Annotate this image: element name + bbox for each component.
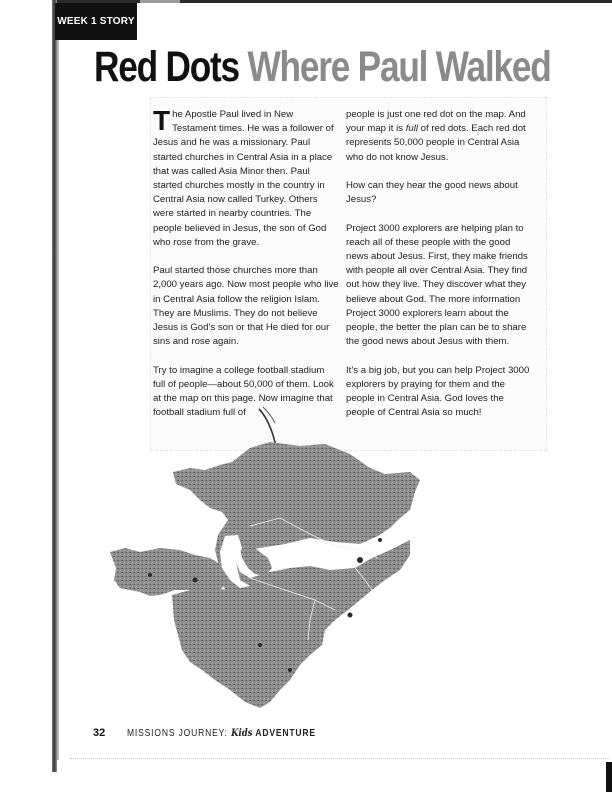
top-rule-highlight [140, 0, 180, 3]
page-number: 32 [93, 727, 106, 739]
magazine-name [127, 728, 316, 739]
story-paragraph: Try to imagine a college football stadium full of people—about 50,000 of them. Look at the map on this page. Now imagine that football stadium full of [153, 364, 334, 419]
text-run: of red dots. Each red dot represents 50,000 people in Central Asia who do not know Jesus. [346, 123, 526, 163]
map-icon [110, 440, 580, 720]
central-asia-map [110, 440, 580, 720]
magazine-kids-logo: Kids [231, 728, 253, 739]
title-dark-part: Red Dots [94, 43, 239, 91]
title-light-part: Where Paul Walked [247, 43, 551, 91]
map-region-turkey [110, 548, 230, 596]
magazine-prefix: MISSIONS JOURNEY: [127, 728, 232, 739]
story-paragraph-text: he Apostle Paul lived in New Testament times. He was a follower of Jesus and he was a missionary. Paul started churches in Central Asia in a place that was called Asia Minor then. Paul started churches mostly in the country in Central Asia now called Turkey. Others were started in nearby countries. The people believed in Jesus, the son of God who rose from the grave. [153, 109, 334, 248]
map-region-caucasus [240, 544, 272, 576]
story-left-column [153, 105, 339, 435]
bottom-rule [70, 758, 610, 760]
story-right-column [346, 108, 532, 435]
map-region-north [173, 442, 420, 550]
section-tab-label: WEEK 1 STORY [57, 16, 135, 27]
map-dark-spot [258, 643, 262, 647]
story-paragraph: Project 3000 explorers are helping plan to reach all of these people with the good news about Jesus. First, they make friends with people all over Central Asia. They find out how they live. They discover what they believe about God. The more information Project 3000 explorers learn about the people, the better the plan can be to share the good news about Jesus with them. [346, 222, 528, 348]
map-dark-spot [193, 578, 198, 583]
map-dark-spot [148, 573, 152, 577]
story-paragraph [153, 105, 339, 250]
map-dark-spot [348, 613, 353, 618]
page-footer [93, 727, 349, 739]
map-dark-spot [288, 668, 292, 672]
map-dark-spot [378, 538, 382, 542]
page-spine-edge [57, 20, 59, 760]
crop-mark [606, 762, 612, 792]
story-paragraph: It’s a big job, but you can help Project 3000 explorers by praying for them and the people in Central Asia. God loves the people of Central Asia so much! [346, 364, 530, 419]
text-run: people is just one red dot on the map. And your map it is [346, 109, 526, 135]
story-paragraph: How can they hear the good news about Jesus? [346, 180, 518, 206]
map-dark-spot [357, 557, 363, 563]
magazine-suffix: ADVENTURE [252, 728, 316, 739]
section-tab [55, 3, 137, 40]
story-paragraph: Paul started those churches more than 2,000 years ago. Now most people who live in Central Asia follow the religion Islam. They are Muslims. They do not believe Jesus is God’s son or that He died for our sins and rose again. [153, 265, 339, 348]
story-paragraph [346, 108, 532, 165]
page-title [94, 42, 551, 92]
drop-cap: T [153, 105, 171, 136]
emphasis-text: full [405, 123, 418, 135]
